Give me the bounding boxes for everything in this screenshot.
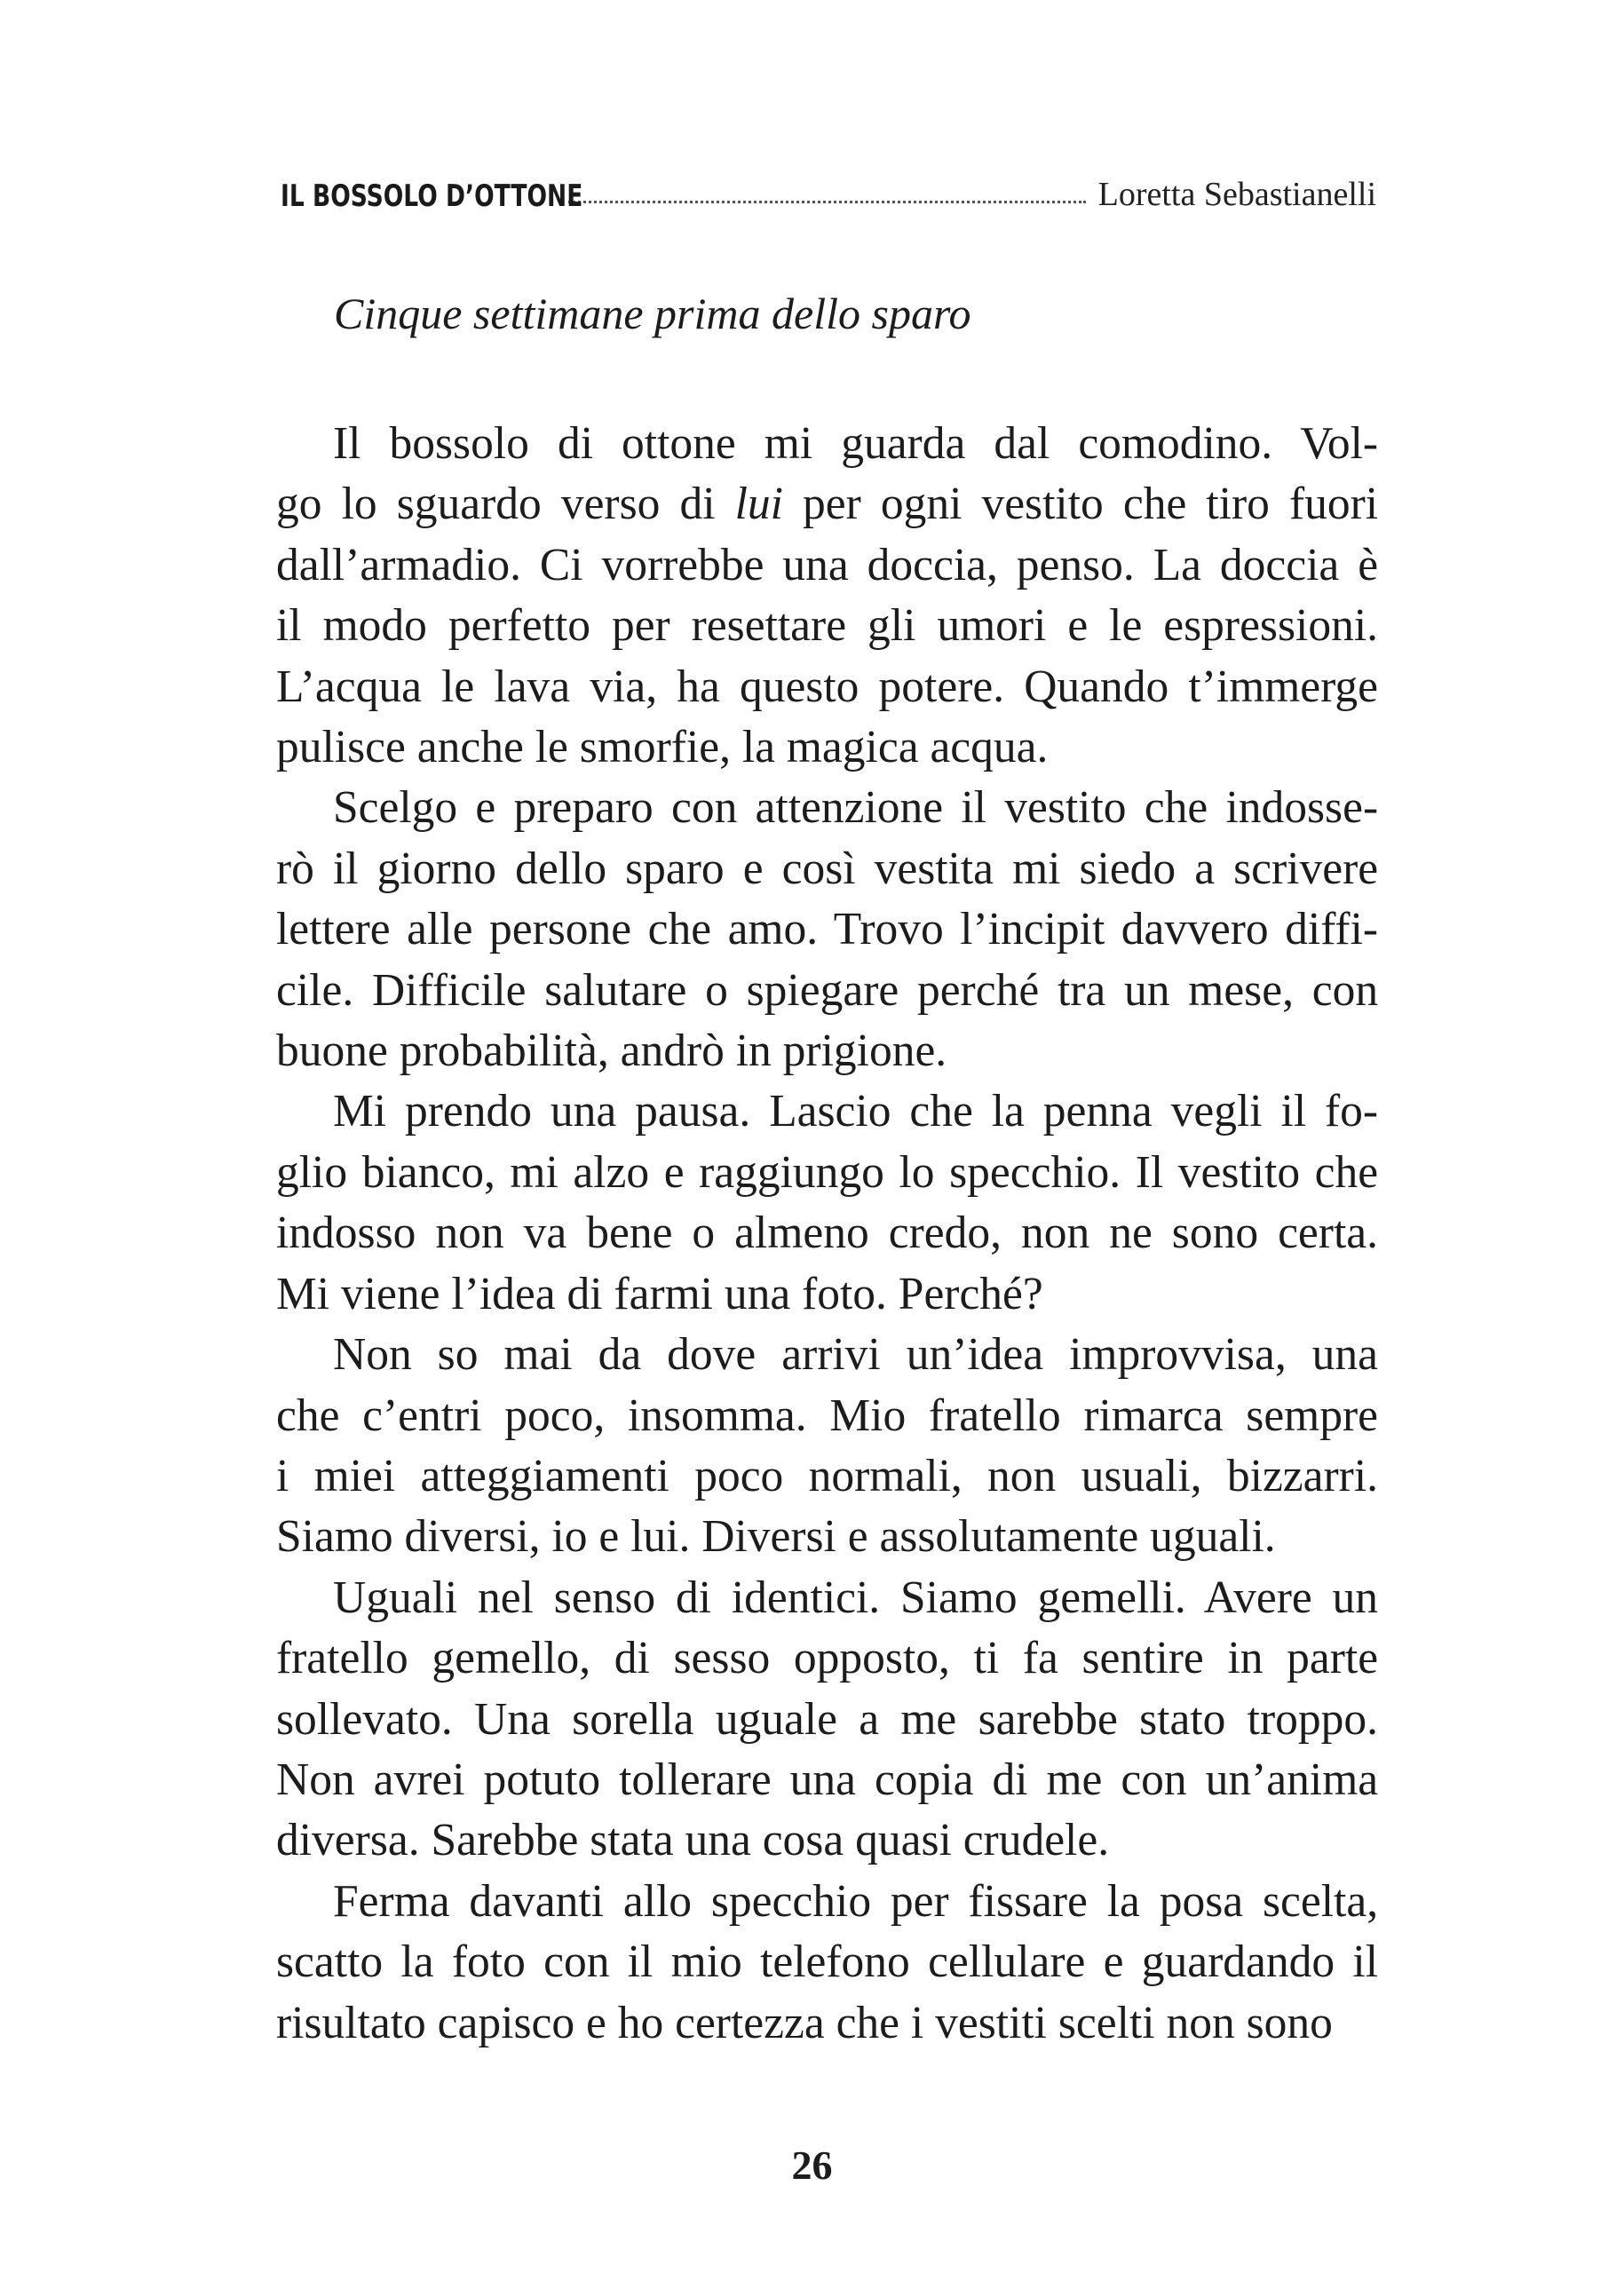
page-number: 26 <box>791 2142 833 2188</box>
text-line: risultato capisco e ho certezza che i vestiti scelti non sono <box>276 1997 1333 2048</box>
text-line: dall’armadio. Ci vorrebbe una doccia, penso. La doccia è <box>276 539 1379 590</box>
text-line: L’acqua le lava via, ha questo potere. Quando t’immerge <box>276 661 1378 712</box>
paragraph <box>276 1081 1378 1325</box>
text-line: glio bianco, mi alzo e raggiungo lo specchio. Il vestito che <box>276 1146 1379 1198</box>
text-line: Il bossolo di ottone mi guarda dal comodino. Vol- <box>333 418 1379 469</box>
text-line: i miei atteggiamenti poco normali, non usuali, bizzarri. <box>276 1450 1379 1501</box>
paragraph <box>276 1568 1378 1872</box>
text-line: Mi viene l’idea di farmi una foto. Perché? <box>276 1268 1043 1319</box>
paragraph <box>276 1872 1378 2054</box>
running-head <box>281 158 1376 214</box>
text-line: pulisce anche le smorfie, la magica acqua. <box>276 722 1049 773</box>
text-line: sollevato. Una sorella uguale a me sarebbe stato troppo. <box>276 1693 1378 1745</box>
text-line: Uguali nel senso di identici. Siamo gemelli. Avere un <box>333 1572 1379 1623</box>
text-line: scatto la foto con il mio telefono cellulare e guardando il <box>276 1936 1379 1988</box>
paragraph <box>276 778 1378 1081</box>
text-line: Ferma davanti allo specchio per fissare la posa scelta, <box>333 1875 1379 1927</box>
text-line: che c’entri poco, insomma. Mio fratello rimarca sempre <box>276 1390 1378 1441</box>
text-line: Non so mai da dove arrivi un’idea improvvisa, una <box>333 1329 1379 1381</box>
text-line: cile. Difficile salutare o spiegare perché tra un mese, con <box>276 964 1379 1016</box>
text-line: Non avrei potuto tollerare una copia di me con un’anima <box>276 1754 1379 1805</box>
text-line: fratello gemello, di sesso opposto, ti fa sentire in parte <box>276 1633 1379 1684</box>
text-line: Siamo diversi, io e lui. Diversi e assolutamente uguali. <box>276 1511 1276 1563</box>
body-text <box>276 414 1378 2054</box>
text-line: diversa. Sarebbe stata una cosa quasi crudele. <box>276 1815 1110 1866</box>
book-title: IL BOSSOLO D’OTTONE <box>281 178 583 214</box>
text-line: il modo perfetto per resettare gli umori e le espressioni. <box>276 600 1378 652</box>
text-line: go lo sguardo verso di lui per ogni vestito che tiro fuori <box>276 479 1379 530</box>
text-line: indosso non va bene o almeno credo, non ne sono certa. <box>276 1208 1378 1259</box>
leader-dots <box>568 201 1086 203</box>
text-line: rò il giorno dello sparo e così vestita mi siedo a scrivere <box>276 843 1379 894</box>
paragraph <box>276 414 1378 778</box>
paragraph <box>276 1325 1378 1568</box>
text-line: buone probabilità, andrò in prigione. <box>276 1026 947 1077</box>
chapter-heading: Cinque settimane prima dello sparo <box>334 289 971 338</box>
author-name: Loretta Sebastianelli <box>1097 176 1376 213</box>
text-line: Scelgo e preparo con attenzione il vestito che indosse- <box>333 782 1379 834</box>
text-line: Mi prendo una pausa. Lascio che la penna vegli il fo- <box>333 1086 1379 1137</box>
text-line: lettere alle persone che amo. Trovo l’incipit davvero diffi- <box>276 904 1379 955</box>
